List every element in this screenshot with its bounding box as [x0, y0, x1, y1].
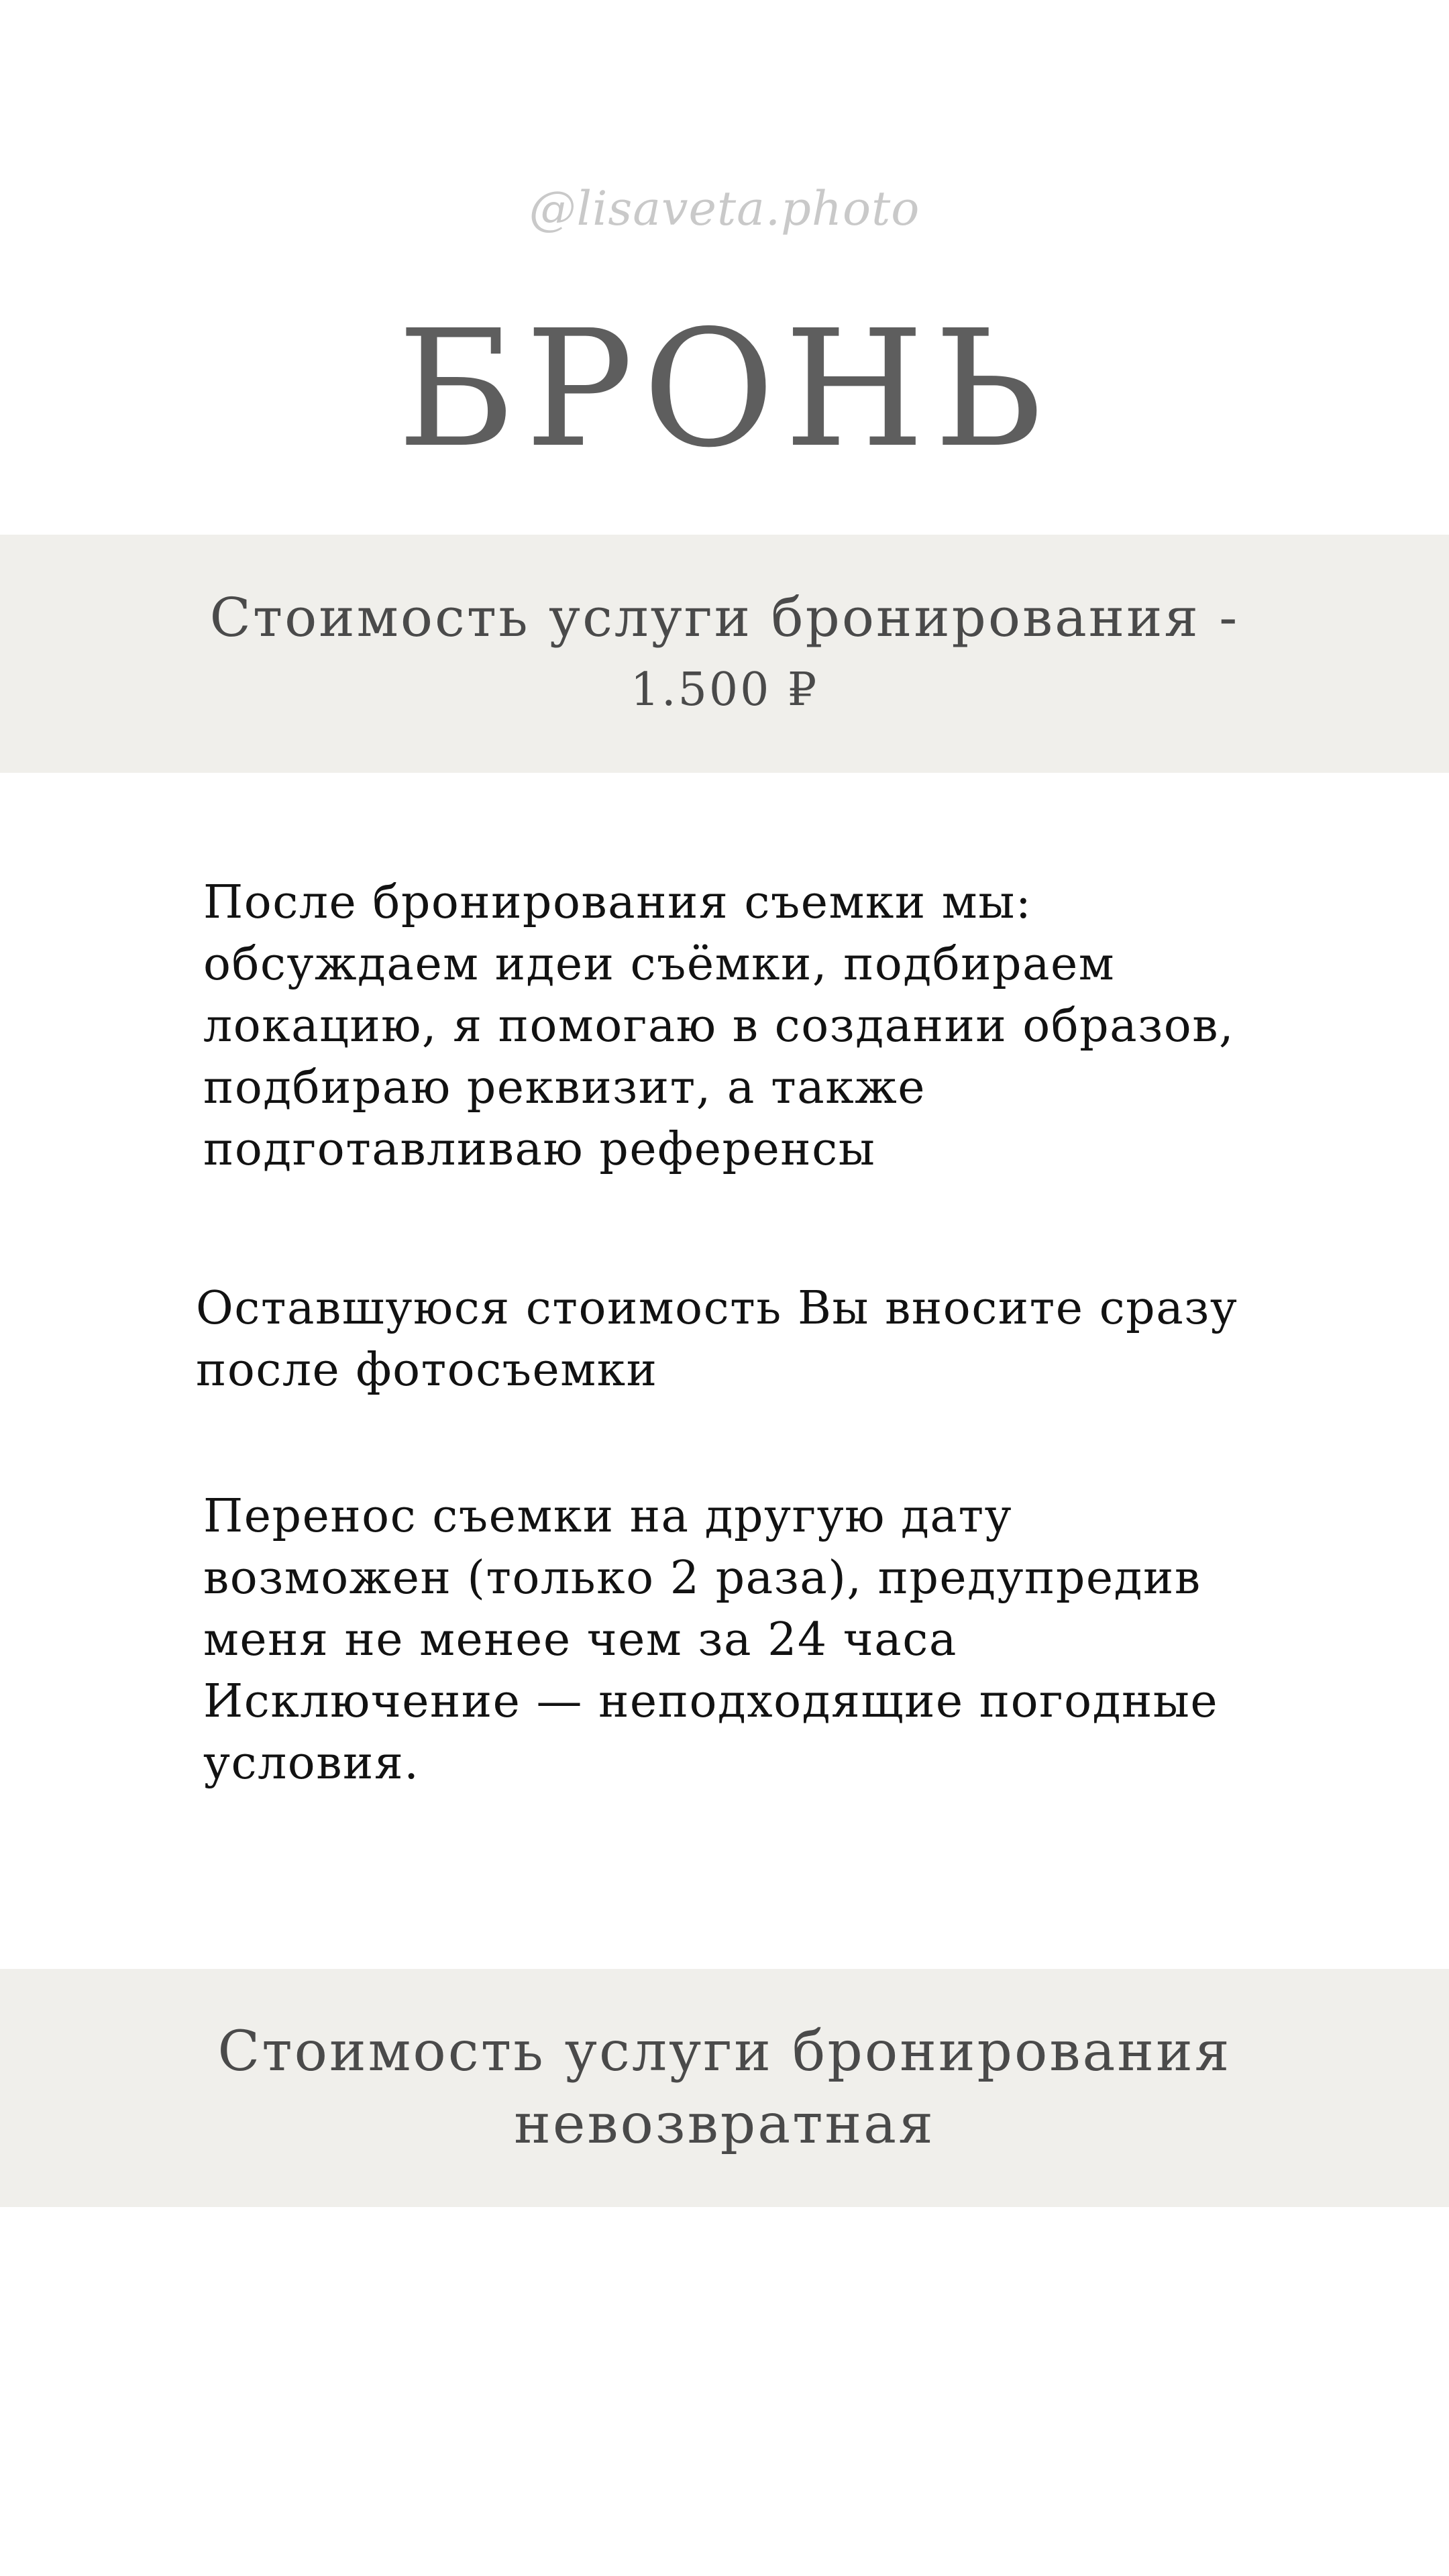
paragraph-line: условия. [203, 1737, 420, 1790]
booking-price-banner [0, 535, 1449, 773]
booking-price-value: 1.500 ₽ [630, 663, 819, 716]
non-refundable-banner [0, 1969, 1449, 2207]
page-title: БРОНЬ [397, 295, 1052, 483]
paragraph-line: возможен (только 2 раза), предупредив [203, 1552, 1201, 1605]
paragraph-line: меня не менее чем за 24 часа [203, 1613, 957, 1666]
paragraph-line: Оставшуюся стоимость Вы вносите сразу [196, 1282, 1238, 1335]
paragraph-line: подготавливаю референсы [203, 1123, 876, 1176]
non-refundable-line: невозвратная [514, 2092, 935, 2156]
non-refundable-line: Стоимость услуги бронирования [217, 2019, 1232, 2084]
remaining-payment-paragraph [196, 1278, 1238, 1401]
instagram-handle: @lisaveta.photo [529, 181, 920, 236]
paragraph-line: Исключение — неподходящие погодные [203, 1675, 1219, 1728]
paragraph-line: Перенос съемки на другую дату [203, 1490, 1013, 1543]
booking-price-label: Стоимость услуги бронирования - [209, 586, 1240, 649]
after-booking-paragraph [203, 872, 1234, 1181]
paragraph-line: после фотосъемки [196, 1344, 658, 1397]
paragraph-line: После бронирования съемки мы: [203, 876, 1032, 929]
paragraph-line: локацию, я помогаю в создании образов, [203, 1000, 1235, 1053]
paragraph-line: обсуждаем идеи съёмки, подбираем [203, 938, 1116, 991]
reschedule-policy-paragraph [203, 1486, 1218, 1794]
paragraph-line: подбираю реквизит, а также [203, 1061, 926, 1114]
